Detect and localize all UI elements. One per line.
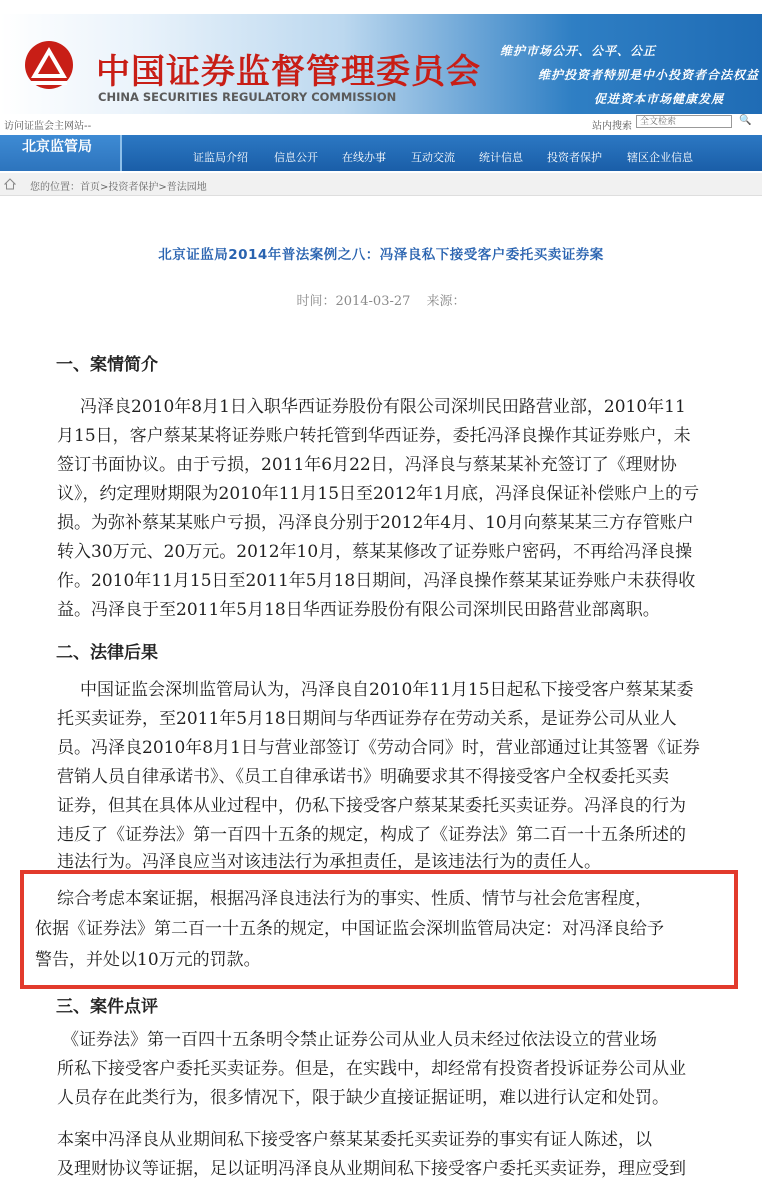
search-label: 站内搜索 [592,121,632,132]
highlight-line: 依据《证券法》第二百一十五条的规定，中国证监会深圳监管局决定：对冯泽良给予 [35,919,664,939]
nav-item-investor-protection[interactable]: 投资者保护 [547,151,602,164]
breadcrumb-text[interactable]: 您的位置：首页>投资者保护>普法园地 [30,182,207,193]
search-icon[interactable]: 🔍 [739,115,752,126]
section3-heading: 三、案件点评 [56,997,158,1017]
paragraph-line: 损。为弥补蔡某某账户亏损，冯泽良分别于2012年4月、10月向蔡某某三方存管账户 [57,513,694,533]
paragraph-line: 人员存在此类行为，很多情况下，限于缺少直接证据证明，难以进行认定和处罚。 [57,1088,669,1108]
nav-item-interaction[interactable]: 互动交流 [411,151,455,164]
article-title: 北京证监局2014年普法案例之八：冯泽良私下接受客户委托买卖证券案 [158,247,604,263]
org-name-en: CHINA SECURITIES REGULATORY COMMISSION [98,90,397,104]
nav-bureau-title[interactable]: 北京监管局 [0,135,122,171]
paragraph-line: 营销人员自律承诺书》、《员工自律承诺书》明确要求其不得接受客户全权委托买卖 [57,767,669,787]
nav-item-info-disclosure[interactable]: 信息公开 [274,151,318,164]
paragraph-line: 签订书面协议。由于亏损，2011年6月22日，冯泽良与蔡某某补充签订了《理财协 [57,455,677,475]
source-label: 来源： [426,294,466,309]
paragraph-line: 及理财协议等证据，足以证明冯泽良从业期间私下接受客户委托买卖证券，理应受到 [57,1159,686,1179]
nav-item-company-info[interactable]: 辖区企业信息 [627,151,693,164]
paragraph-line: 员。冯泽良2010年8月1日与营业部签订《劳动合同》时，营业部通过让其签署《证券 [57,738,700,758]
paragraph-line: 月15日，客户蔡某某将证券账户转托管到华西证券，委托冯泽良操作其证券账户，未 [57,426,691,446]
paragraph-line: 《证券法》第一百四十五条明令禁止证券公司从业人员未经过依法设立的营业场 [62,1030,657,1050]
csrc-logo-icon [20,38,78,90]
paragraph-line: 证券，但其在具体从业过程中，仍私下接受客户蔡某某委托买卖证券。冯泽良的行为 [57,796,686,816]
paragraph-line: 本案中冯泽良从业期间私下接受客户蔡某某委托买卖证券的事实有证人陈述，以 [57,1130,652,1150]
site-banner [0,14,762,114]
nav-item-statistics[interactable]: 统计信息 [479,151,523,164]
highlight-box [20,870,738,989]
highlight-line: 综合考虑本案证据，根据冯泽良违法行为的事实、性质、情节与社会危害程度， [57,889,652,909]
breadcrumb [0,173,762,196]
paragraph-line: 冯泽良2010年8月1日入职华西证券股份有限公司深圳民田路营业部，2010年11 [80,397,686,417]
paragraph-line: 转入30万元、20万元。2012年10月，蔡某某修改了证券账户密码，不再给冯泽良操 [57,542,693,562]
nav-item-intro[interactable]: 证监局介绍 [193,151,248,164]
visit-main-site-link[interactable]: 访问证监会主网站-- [4,121,92,132]
paragraph-line: 作。2010年11月15日至2011年5月18日期间，冯泽良操作蔡某某证券账户未获得收 [57,571,696,591]
paragraph-line: 所私下接受客户委托买卖证券。但是，在实践中，却经常有投资者投诉证券公司从业 [57,1059,686,1079]
paragraph-line: 违法行为。冯泽良应当对该违法行为承担责任，是该违法行为的责任人。 [57,852,601,872]
org-name-cn: 中国证券监督管理委员会 [96,52,481,92]
article-meta [0,290,762,309]
top-utility-bar [0,114,762,132]
paragraph-line: 议》，约定理财期限为2010年11月15日至2012年1月底，冯泽良保证补偿账户上的亏 [57,484,700,504]
slogan-2: 维护投资者特别是中小投资者合法权益 [538,68,760,82]
paragraph-line: 中国证监会深圳监管局认为，冯泽良自2010年11月15日起私下接受客户蔡某某委 [80,680,694,700]
paragraph-line: 托买卖证券，至2011年5月18日期间与华西证券存在劳动关系，是证券公司从业人 [57,709,677,729]
search-input[interactable] [636,115,732,128]
slogan-1: 维护市场公开、公平、公正 [500,44,657,58]
main-nav [0,135,762,171]
paragraph-line: 违反了《证券法》第一百四十五条的规定，构成了《证券法》第二百一十五条所述的 [57,825,686,845]
slogan-3: 促进资本市场健康发展 [594,92,725,106]
section1-heading: 一、案情简介 [56,355,158,375]
section2-heading: 二、法律后果 [56,643,158,663]
paragraph-line: 益。冯泽良于至2011年5月18日华西证券股份有限公司深圳民田路营业部离职。 [57,600,660,620]
highlight-line: 警告，并处以10万元的罚款。 [35,950,261,970]
home-icon[interactable] [4,178,16,190]
nav-item-online-services[interactable]: 在线办事 [342,151,386,164]
time-label: 时间：2014-03-27 [296,294,411,309]
